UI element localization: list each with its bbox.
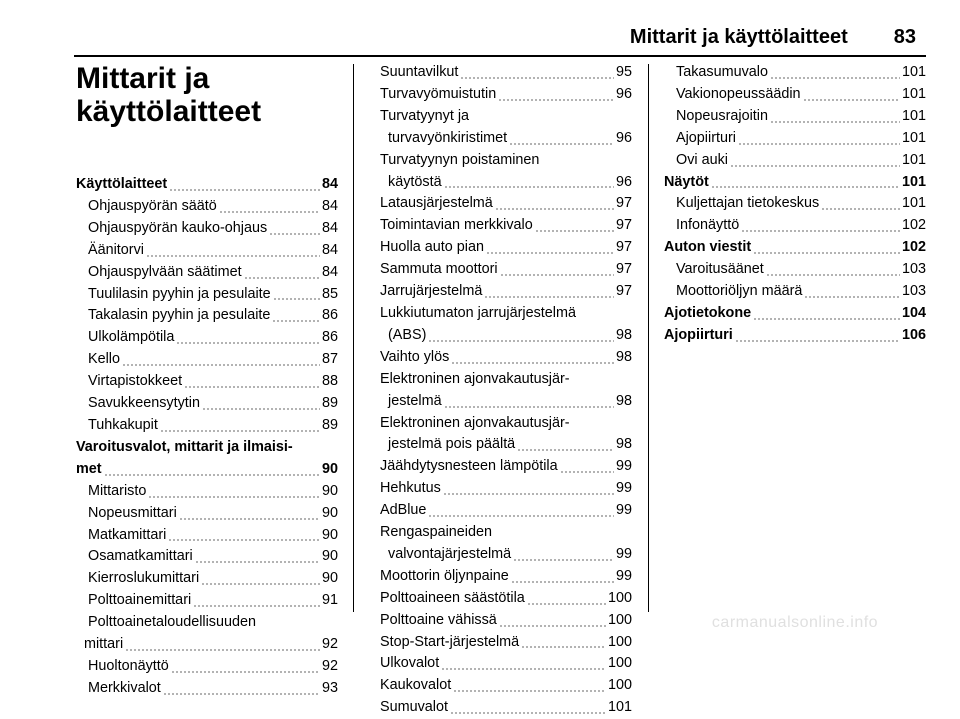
toc-entry [76, 393, 338, 415]
toc-entry-title: Ohjauspylvään säätimet [88, 263, 242, 280]
dot-leader [428, 504, 614, 518]
header-rule [74, 55, 926, 57]
toc-entry [380, 500, 632, 522]
toc-entry [76, 196, 338, 218]
toc-entry-line: Lukkiutumaton jarrujärjestelmä [380, 304, 576, 321]
toc-entry [76, 481, 338, 503]
dot-leader [821, 197, 900, 211]
dot-leader [201, 572, 320, 586]
toc-entry-title: Ulkovalot [380, 655, 440, 672]
toc-entry-title: Huolla auto pian [380, 239, 485, 256]
dot-leader [202, 397, 320, 411]
toc-entry-title: Ajotietokone [664, 304, 752, 321]
dot-leader [738, 132, 900, 146]
dot-leader [803, 88, 900, 102]
toc-entry-title: Polttoainemittari [88, 592, 192, 609]
toc-entry-page: 91 [321, 592, 338, 609]
dot-leader [244, 266, 320, 280]
toc-entry [664, 106, 926, 128]
dot-leader [535, 219, 614, 233]
toc-entry-page: 89 [321, 395, 338, 412]
toc-entry-page: 86 [321, 329, 338, 346]
toc-entry [664, 150, 926, 172]
toc-entry-page: 97 [615, 195, 632, 212]
page-number: 83 [893, 26, 916, 48]
toc-entry [664, 172, 926, 194]
chapter-title-line-1: Mittarit ja [76, 62, 210, 95]
dot-leader [444, 175, 614, 189]
toc-entry [380, 193, 632, 215]
toc-entry-page: 84 [321, 263, 338, 280]
toc-entry-title: Vakionopeussäädin [676, 85, 801, 102]
toc-entry-page: 87 [321, 351, 338, 368]
toc-entry-title: met [76, 460, 102, 477]
toc-entry [76, 262, 338, 284]
toc-entry-title: Polttoaine vähissä [380, 611, 497, 628]
toc-entry-title: Moottoriöljyn määrä [676, 283, 803, 300]
toc-entry-page: 90 [321, 482, 338, 499]
dot-leader [498, 88, 614, 102]
toc-entry-page: 99 [615, 567, 632, 584]
toc-entry-page: 84 [321, 219, 338, 236]
dot-leader [444, 395, 614, 409]
toc-entry-page: 98 [615, 436, 632, 453]
toc-entry [380, 434, 632, 456]
toc-entry-title: Varoitusäänet [676, 261, 764, 278]
toc-entry-page: 93 [321, 679, 338, 696]
toc-entry [380, 478, 632, 500]
toc-entry [380, 172, 632, 194]
toc-entry-title: Äänitorvi [88, 241, 144, 258]
toc-entry-page: 104 [901, 304, 926, 321]
toc-entry-title: Nopeusmittari [88, 504, 177, 521]
toc-entry-title: Suuntavilkut [380, 64, 459, 80]
dot-leader [460, 66, 614, 80]
toc-entry-page: 100 [607, 611, 632, 628]
toc-entry-page: 102 [901, 217, 926, 234]
toc-entry [76, 415, 338, 437]
toc-entry-page: 103 [901, 283, 926, 300]
toc-entry-title: jestelmä [388, 392, 442, 409]
dot-leader [499, 614, 606, 628]
dot-leader [770, 110, 900, 124]
dot-leader [741, 219, 900, 233]
toc-entry-page: 90 [321, 526, 338, 543]
toc-entry [380, 566, 632, 588]
toc-entry [76, 525, 338, 547]
dot-leader [500, 263, 614, 277]
toc-entry-page: 99 [615, 480, 632, 497]
dot-leader [450, 701, 606, 715]
toc-entry [76, 568, 338, 590]
toc-entry-title: Ohjauspyörän kauko-ohjaus [88, 219, 268, 236]
toc-entry [76, 174, 338, 196]
dot-leader [527, 592, 606, 606]
toc-entry-page: 84 [321, 241, 338, 258]
toc-entry-title: Matkamittari [88, 526, 167, 543]
toc-entry-title: Auton viestit [664, 239, 752, 256]
toc-entry-page: 89 [321, 416, 338, 433]
toc-entry [664, 325, 926, 347]
toc-entry-title: Käyttölaitteet [76, 176, 168, 192]
toc-entry [380, 588, 632, 610]
toc-entry-page: 90 [321, 570, 338, 587]
dot-leader [146, 244, 320, 258]
chapter-title-line-2: käyttölaitteet [76, 95, 262, 128]
toc-entry-line: Turvatyynyt ja [380, 107, 470, 124]
toc-entry-line: Varoitusvalot, mittarit ja ilmaisi- [76, 438, 293, 455]
watermark: carmanualsonline.info [711, 614, 879, 631]
dot-leader [122, 353, 320, 367]
dot-leader [453, 679, 606, 693]
toc-entry-page: 103 [901, 261, 926, 278]
dot-leader [269, 222, 320, 236]
toc-entry-title: Tuhkakupit [88, 416, 158, 433]
toc-entry-title: Näytöt [664, 173, 709, 190]
dot-leader [770, 66, 900, 80]
toc-entry-page: 96 [615, 129, 632, 146]
toc-entry [76, 459, 338, 481]
toc-entry-title: Infonäyttö [676, 217, 740, 234]
toc-entry-title: Jarrujärjestelmä [380, 283, 483, 300]
toc-entry-line: Rengaspaineiden [380, 524, 493, 541]
toc-entry-page: 84 [321, 197, 338, 214]
toc-entry-title: Ajopiirturi [664, 326, 733, 343]
dot-leader [730, 154, 900, 168]
toc-column-1 [76, 62, 338, 700]
toc-entry-title: Moottorin öljynpaine [380, 567, 509, 584]
toc-entry [664, 215, 926, 237]
toc-entry [76, 371, 338, 393]
toc-entry-title: Kuljettajan tietokeskus [676, 195, 820, 212]
toc-entry-page: 97 [615, 283, 632, 300]
toc-entry-page: 97 [615, 261, 632, 278]
toc-entry [380, 259, 632, 281]
toc-entry-title: Kierroslukumittari [88, 570, 200, 587]
toc-entry [76, 634, 338, 656]
toc-entry-title: Osamatkamittari [88, 548, 193, 565]
toc-entry-page: 100 [607, 677, 632, 694]
toc-entry [664, 281, 926, 303]
dot-leader [195, 550, 320, 564]
dot-leader [560, 460, 614, 474]
toc-entry [380, 281, 632, 303]
dot-leader [193, 594, 320, 608]
toc-entry-page: 97 [615, 217, 632, 234]
toc-entry-page: 86 [321, 307, 338, 324]
toc-entry-title: mittari [84, 636, 124, 653]
toc-entry-title: Mittaristo [88, 482, 147, 499]
toc-entry-title: Merkkivalot [88, 679, 161, 696]
toc-entry-page: 98 [615, 326, 632, 343]
toc-entry [380, 610, 632, 632]
dot-leader [443, 482, 614, 496]
toc-entry-line: Polttoainetaloudellisuuden [88, 614, 257, 631]
dot-leader [511, 570, 614, 584]
toc-entry-page: 101 [901, 195, 926, 212]
toc-entry-title: Virtapistokkeet [88, 373, 183, 390]
toc-entry [380, 325, 632, 347]
toc-entry-line: Turvatyynyn poistaminen [380, 151, 540, 168]
toc-entry [76, 218, 338, 240]
toc-column-2 [380, 62, 632, 719]
header-title: Mittarit ja käyttölaitteet [629, 26, 848, 48]
toc-column-3 [664, 62, 926, 347]
toc-entry-title: Kaukovalot [380, 677, 452, 694]
dot-leader [484, 285, 614, 299]
toc-entry-title: Jäähdytysnesteen lämpötila [380, 458, 558, 475]
toc-list-1 [76, 174, 338, 700]
toc-entry [664, 193, 926, 215]
toc-entry-title: Hehkutus [380, 480, 441, 497]
toc-entry [76, 284, 338, 306]
toc-entry-title: Ohjauspyörän säätö [88, 197, 217, 214]
dot-leader [179, 507, 320, 521]
dot-leader [753, 241, 900, 255]
toc-entry-page: 101 [901, 173, 926, 190]
toc-entry-page: 97 [615, 239, 632, 256]
dot-leader [163, 682, 320, 696]
toc-list-2 [380, 62, 632, 719]
toc-entry-page: 99 [615, 458, 632, 475]
dot-leader [272, 309, 320, 323]
toc-entry-title: Takalasin pyyhin ja pesulaite [88, 307, 271, 324]
toc-entry [76, 656, 338, 678]
dot-leader [486, 241, 614, 255]
toc-entry-title: Polttoaineen säästötila [380, 589, 525, 606]
toc-entry-page: 101 [901, 64, 926, 80]
toc-entry-page: 84 [321, 176, 338, 192]
toc-entry [664, 237, 926, 259]
toc-entry-page: 99 [615, 545, 632, 562]
chapter-title [76, 62, 338, 128]
toc-entry [76, 349, 338, 371]
toc-entry-title: Kello [88, 351, 120, 368]
toc-entry-page: 99 [615, 502, 632, 519]
toc-entry-title: Latausjärjestelmä [380, 195, 493, 212]
toc-entry [76, 503, 338, 525]
toc-entry-page: 88 [321, 373, 338, 390]
toc-entry [76, 590, 338, 612]
toc-entry-title: Ovi auki [676, 151, 728, 168]
toc-entry-title: Savukkeensytytin [88, 395, 200, 412]
dot-leader [184, 375, 320, 389]
toc-entry-page: 100 [607, 633, 632, 650]
dot-leader [451, 351, 614, 365]
toc-entry-page: 101 [901, 129, 926, 146]
toc-entry [380, 632, 632, 654]
toc-entry-title: Nopeusrajoitin [676, 107, 768, 124]
toc-entry [664, 84, 926, 106]
dot-leader [521, 635, 606, 649]
toc-entry-title: jestelmä pois päältä [388, 436, 516, 453]
toc-entry-title: Ajopiirturi [676, 129, 736, 146]
dot-leader [168, 528, 320, 542]
toc-entry [380, 391, 632, 413]
toc-entry [380, 653, 632, 675]
toc-entry [380, 347, 632, 369]
toc-entry [380, 237, 632, 259]
toc-entry-title: Sammuta moottori [380, 261, 498, 278]
toc-entry-page: 95 [615, 64, 632, 80]
toc-entry-page: 100 [607, 589, 632, 606]
toc-entry-line: Elektroninen ajonvakautusjär- [380, 370, 570, 387]
toc-entry [664, 62, 926, 84]
dot-leader [804, 285, 900, 299]
dot-leader [513, 548, 614, 562]
toc-entry-title: Takasumuvalo [676, 64, 768, 80]
toc-entry-title: turvavyönkiristimet [388, 129, 508, 146]
toc-entry-page: 102 [901, 239, 926, 256]
toc-entry-title: Stop-Start-järjestelmä [380, 633, 520, 650]
toc-entry [76, 305, 338, 327]
toc-entry-title: Tuulilasin pyyhin ja pesulaite [88, 285, 271, 302]
toc-entry-page: 100 [607, 655, 632, 672]
toc-entry-page: 101 [901, 107, 926, 124]
toc-entry-title: (ABS) [388, 326, 427, 343]
toc-entry [380, 544, 632, 566]
toc-entry [380, 675, 632, 697]
dot-leader [711, 175, 900, 189]
dot-leader [176, 331, 320, 345]
dot-leader [509, 132, 614, 146]
dot-leader [495, 197, 614, 211]
dot-leader [441, 657, 606, 671]
dot-leader [273, 287, 320, 301]
toc-entry [380, 62, 632, 84]
toc-entry [380, 697, 632, 719]
toc-entry [76, 240, 338, 262]
toc-entry-page: 90 [321, 504, 338, 521]
toc-entry-title: Huoltonäyttö [88, 657, 169, 674]
dot-leader [169, 178, 320, 192]
toc-entry-page: 106 [901, 326, 926, 343]
toc-entry-title: Sumuvalot [380, 699, 448, 716]
dot-leader [160, 419, 320, 433]
toc-entry-page: 101 [607, 699, 632, 716]
toc-entry-title: Ulkolämpötila [88, 329, 175, 346]
toc-entry-line: Elektroninen ajonvakautusjär- [380, 414, 570, 431]
toc-entry [76, 327, 338, 349]
toc-entry-title: Turvavyömuistutin [380, 85, 497, 102]
toc-entry-page: 92 [321, 636, 338, 653]
page-header [0, 26, 916, 52]
toc-entry [664, 128, 926, 150]
toc-entry-page: 98 [615, 348, 632, 365]
toc-entry-page: 96 [615, 85, 632, 102]
toc-entry-page: 85 [321, 285, 338, 302]
dot-leader [171, 660, 320, 674]
dot-leader [517, 438, 614, 452]
dot-leader [735, 329, 900, 343]
dot-leader [428, 329, 614, 343]
dot-leader [148, 485, 320, 499]
column-divider-2 [648, 64, 649, 612]
toc-entry [380, 456, 632, 478]
toc-entry [76, 546, 338, 568]
dot-leader [766, 263, 900, 277]
toc-entry [76, 678, 338, 700]
dot-leader [125, 638, 320, 652]
toc-entry-page: 92 [321, 657, 338, 674]
toc-entry-title: Vaihto ylös [380, 348, 450, 365]
toc-entry-title: Toimintavian merkkivalo [380, 217, 533, 234]
dot-leader [104, 463, 320, 477]
dot-leader [753, 307, 900, 321]
toc-entry-title: käytöstä [388, 173, 442, 190]
dot-leader [219, 200, 320, 214]
toc-entry [380, 128, 632, 150]
toc-entry-page: 90 [321, 548, 338, 565]
toc-entry [380, 215, 632, 237]
toc-entry-page: 96 [615, 173, 632, 190]
toc-entry [664, 259, 926, 281]
toc-list-3 [664, 62, 926, 347]
toc-entry [664, 303, 926, 325]
toc-entry-page: 101 [901, 85, 926, 102]
toc-entry-title: AdBlue [380, 502, 427, 519]
toc-entry [380, 84, 632, 106]
toc-entry-title: valvontajärjestelmä [388, 545, 512, 562]
toc-entry-page: 98 [615, 392, 632, 409]
toc-entry-page: 101 [901, 151, 926, 168]
column-divider-1 [353, 64, 354, 612]
toc-entry-page: 90 [321, 460, 338, 477]
